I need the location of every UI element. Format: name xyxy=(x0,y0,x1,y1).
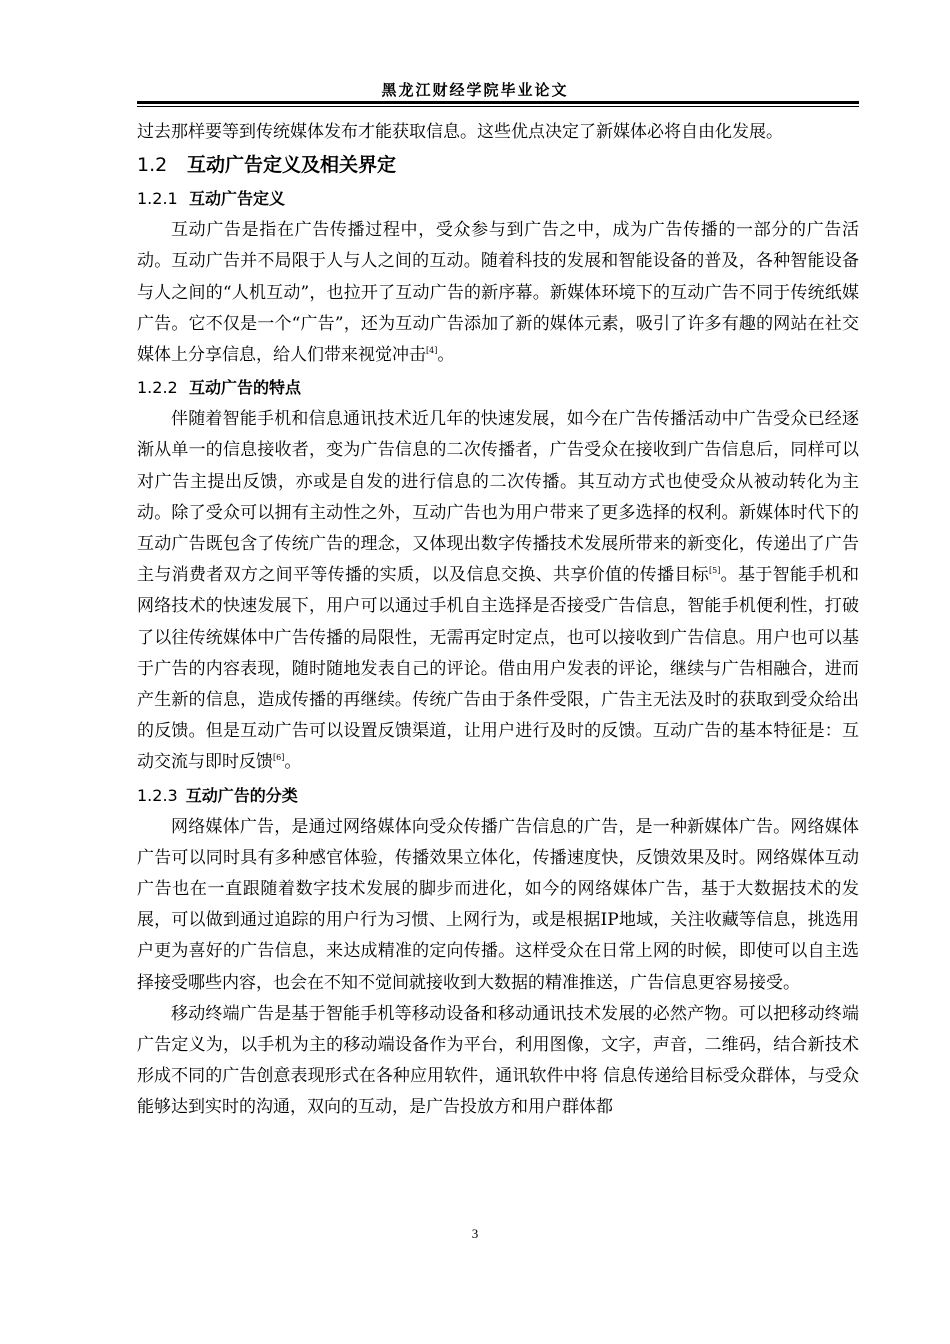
page-body xyxy=(137,117,859,1124)
paragraph-network-ads: 网络媒体广告，是通过网络媒体向受众传播广告信息的广告，是一种新媒体广告。网络媒体广告可以同时具有多种感官体验，传播效果立体化，传播速度快，反馈效果及时。网络媒体互动广告也在一直跟随着数字技术发展的脚步而进化，如今的网络媒体广告，基于大数据技术的发展，可以做到通过追踪的用户行为习惯、上网行为，或是根据IP地域，关注收藏等信息，挑选用户更为喜好的广告信息，来达成精准的定向传播。这样受众在日常上网的时候，即使可以自主选择接受哪些内容，也会在不知不觉间就接收到大数据的精准推送，广告信息更容易接受。 xyxy=(137,816,859,993)
subsection-heading-1-2-2 xyxy=(137,371,859,404)
citation: [4] xyxy=(426,346,438,356)
section-heading-1-2 xyxy=(137,148,859,182)
subsection-number: 1.2.1 xyxy=(137,189,178,209)
subsection-heading-1-2-3 xyxy=(137,779,859,812)
page-number: 3 xyxy=(471,1226,479,1241)
subsection-title: 互动广告的特点 xyxy=(189,378,302,398)
intro-paragraph: 过去那样要等到传统媒体发布才能获取信息。这些优点决定了新媒体必将自由化发展。 xyxy=(137,122,783,142)
paragraph-definition: 互动广告是指在广告传播过程中，受众参与到广告之中，成为广告传播的一部分的广告活动。互动广告并不局限于人与人之间的互动。随着科技的发展和智能设备的普及，各种智能设备与人之间的“人机互动”，也拉开了互动广告的新序幕。新媒体环境下的互动广告不同于传统纸媒广告。它不仅是一个“广告”，还为互动广告添加了新的媒体元素，吸引了许多有趣的网站在社交媒体上分享信息，给人们带来视觉冲击[4]。 xyxy=(137,220,859,366)
subsection-heading-1-2-1 xyxy=(137,182,859,215)
subsection-number: 1.2.3 xyxy=(137,785,178,805)
citation: [5] xyxy=(709,566,721,576)
subsection-number: 1.2.2 xyxy=(137,378,178,398)
header-rule-thick xyxy=(137,101,859,104)
subsection-title: 互动广告的分类 xyxy=(185,785,298,805)
section-number: 1.2 xyxy=(137,154,168,177)
subsection-title: 互动广告定义 xyxy=(189,189,286,209)
paragraph-characteristics: 伴随着智能手机和信息通讯技术近几年的快速发展，如今在广告传播活动中广告受众已经逐渐从单一的信息接收者，变为广告信息的二次传播者，广告受众在接收到广告信息后，同样可以对广告主提出反馈，亦或是自发的进行信息的二次传播。其互动方式也使受众从被动转化为主动。除了受众可以拥有主动性之外，互动广告也为用户带来了更多选择的权利。新媒体时代下的互动广告既包含了传统广告的理念，又体现出数字传播技术发展所带来的新变化，传递出了广告主与消费者双方之间平等传播的实质，以及信息交换、共享价值的传播目标[5]。基于智能手机和网络技术的快速发展下，用户可以通过手机自主选择是否接受广告信息，智能手机便利性，打破了以往传统媒体中广告传播的局限性，无需再定时定点，也可以接收到广告信息。用户也可以基于广告的内容表现，随时随地发表自己的评论。借由用户发表的评论，继续与广告相融合，进而产生新的信息，造成传播的再继续。传统广告由于条件受限，广告主无法及时的获取到受众给出的反馈。但是互动广告可以设置反馈渠道，让用户进行及时的反馈。互动广告的基本特征是：互动交流与即时反馈[6]。 xyxy=(137,409,860,773)
citation: [6] xyxy=(273,753,285,763)
paragraph-mobile-ads: 移动终端广告是基于智能手机等移动设备和移动通讯技术发展的必然产物。可以把移动终端广告定义为，以手机为主的移动端设备作为平台，利用图像，文字，声音，二维码，结合新技术形成不同的广告创意表现形式在各种应用软件，通讯软件中将 信息传递给目标受众群体，与受众能够达到实时的沟通，双向的互动，是广告投放方和用户群体都 xyxy=(137,1003,859,1118)
header-rule-thin xyxy=(137,106,859,107)
running-header-title: 黑龙江财经学院毕业论文 xyxy=(381,81,569,99)
section-title: 互动广告定义及相关界定 xyxy=(187,154,397,177)
